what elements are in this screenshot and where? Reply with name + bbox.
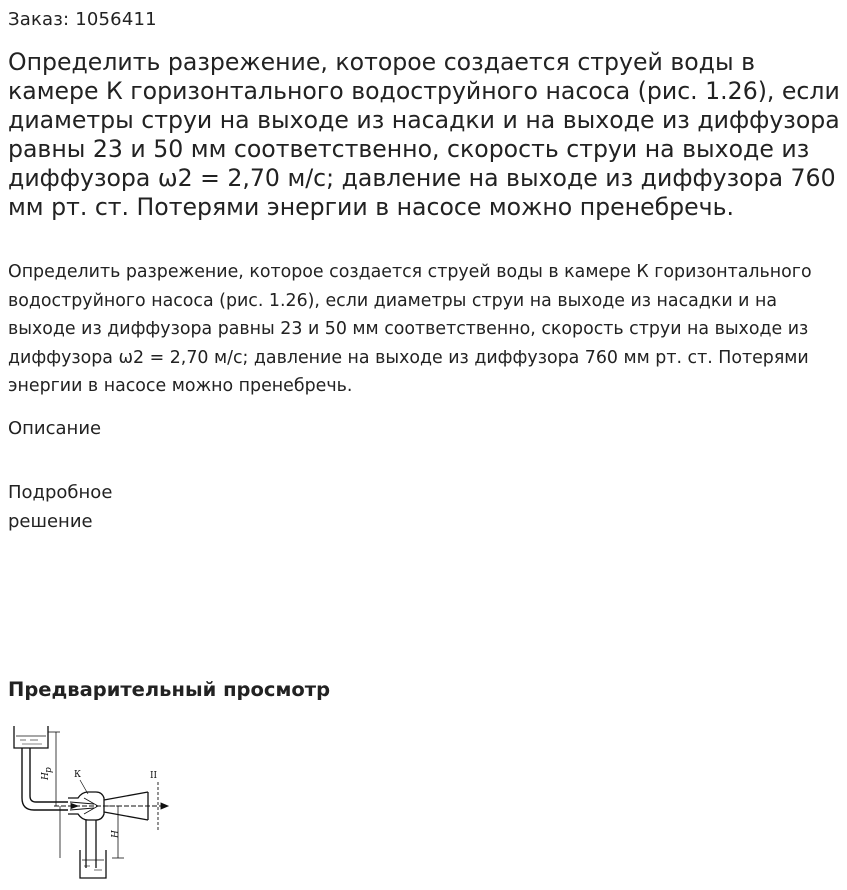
task-title: Определить разрежение, которое создается струей воды в камере К горизонтального водоструйного насоса (рис. 1.26), если диаметры струи на выходе из насадки и на выходе из диффузора равны 23 и 50 мм соответственно, скорость струи на выходе из диффузора ω2 = 2,70 м/с; давление на выходе из диффузора 760 мм рт. ст. Потерями энергии в насосе можно пренебречь. bbox=[8, 48, 840, 221]
flow-axis bbox=[54, 782, 168, 830]
upper-reservoir bbox=[14, 726, 48, 748]
suction-pipe bbox=[86, 820, 96, 868]
label-hp-group bbox=[41, 767, 54, 781]
preview-heading: Предварительный просмотр bbox=[8, 678, 331, 701]
lower-reservoir bbox=[80, 850, 106, 878]
description-label[interactable]: Описание bbox=[8, 418, 102, 439]
order-number: Заказ: 1056411 bbox=[8, 9, 157, 30]
label-k-leader bbox=[80, 780, 88, 794]
pump-diagram bbox=[8, 718, 178, 888]
label-hp-sub: p bbox=[44, 767, 54, 773]
label-h: H bbox=[111, 830, 121, 838]
pump-diagram-figure bbox=[8, 718, 178, 888]
label-ii: II bbox=[150, 771, 158, 781]
label-h-group bbox=[111, 830, 121, 839]
label-hp: H bbox=[41, 772, 51, 780]
detailed-solution-label[interactable]: Подробное решение bbox=[8, 482, 113, 532]
label-k: К bbox=[74, 770, 81, 780]
task-description: Определить разрежение, которое создается струей воды в камере К горизонтального водоструйного насоса (рис. 1.26), если диаметры струи на выходе из насадки и на выходе из диффузора равны 23 и 50 мм соответственно, скорость струи на выходе из диффузора ω2 = 2,70 м/с; давление на выходе из диффузора 760 мм рт. ст. Потерями энергии в насосе можно пренебречь. bbox=[8, 262, 812, 397]
